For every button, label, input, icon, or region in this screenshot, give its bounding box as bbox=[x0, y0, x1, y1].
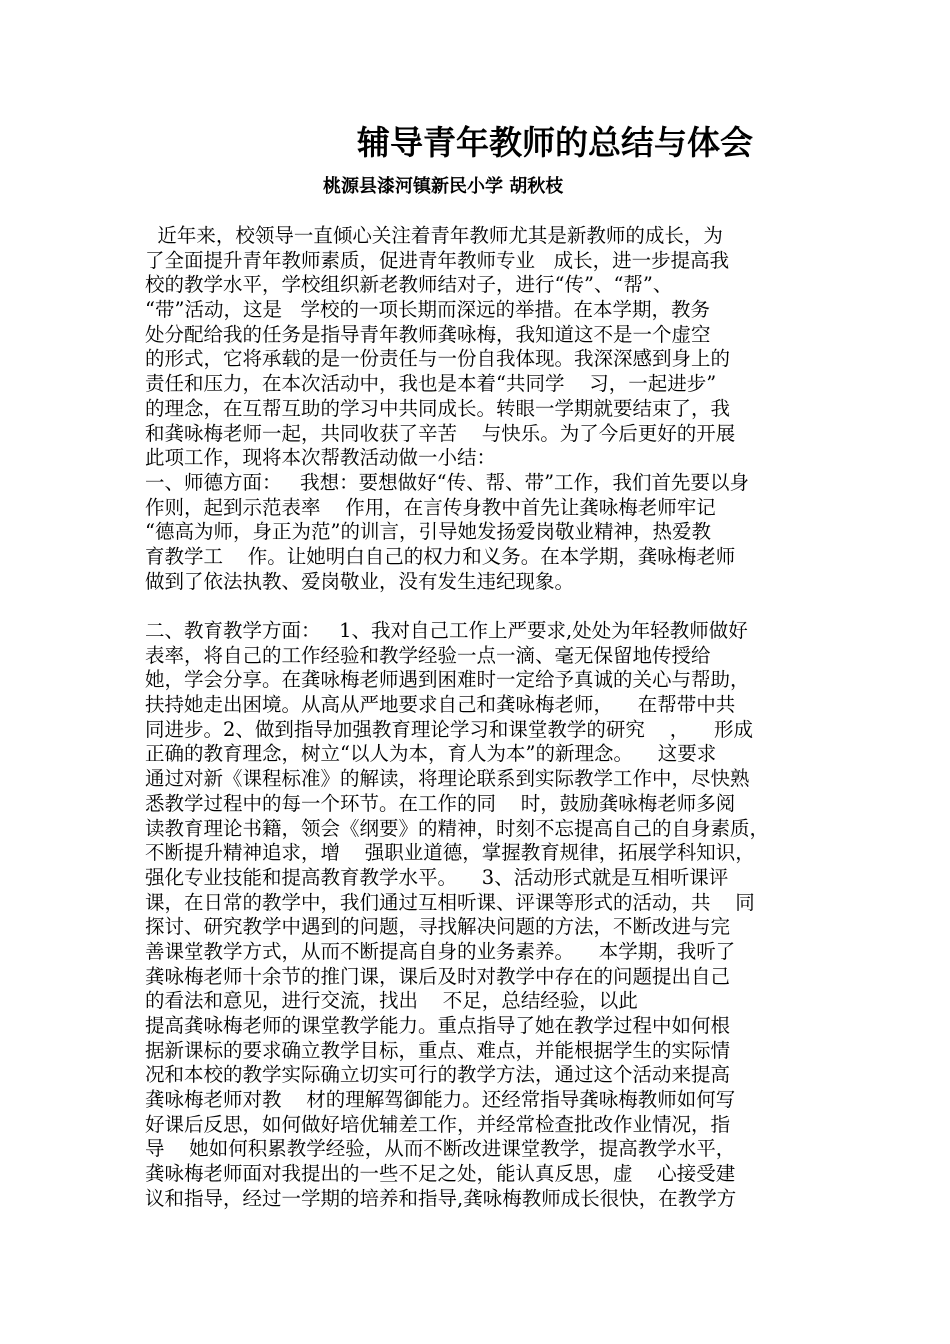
text-line: 责任和压力，在本次活动中，我也是本着“共同学 习，一起进步” bbox=[145, 372, 717, 396]
text-line: 同进步。2、做到指导加强教育理论学习和课堂教学的研究 ， 形成 bbox=[145, 717, 753, 741]
text-line: 读教育理论书籍，领会《纲要》的精神，时刻不忘提高自己的自身素质， bbox=[145, 816, 770, 840]
paragraph-gap bbox=[145, 594, 825, 619]
text-line: 好课后反思，如何做好培优辅差工作，并经常检查批改作业情况，指 bbox=[145, 1112, 731, 1136]
text-line: 议和指导，经过一学期的培养和指导,龚咏梅教师成长很快，在教学方 bbox=[145, 1186, 737, 1210]
text-line: 不断提升精神追求，增 强职业道德，掌握教育规律，拓展学科知识， bbox=[145, 841, 755, 865]
text-line: 的看法和意见，进行交流，找出 不足，总结经验，以此 bbox=[145, 989, 638, 1013]
text-line: 的理念，在互帮互助的学习中共同成长。转眼一学期就要结束了，我 bbox=[145, 396, 731, 420]
text-line: 提高龚咏梅老师的课堂教学能力。重点指导了她在教学过程中如何根 bbox=[145, 1014, 731, 1037]
text-line: 通过对新《课程标准》的解读，将理论联系到实际教学工作中，尽快熟 bbox=[145, 767, 750, 791]
text-line: 强化专业技能和提高教育教学水平。 3、活动形式就是互相听课评 bbox=[145, 865, 729, 889]
text-line: 龚咏梅老师十余节的推门课，课后及时对教学中存在的问题提出自己 bbox=[145, 964, 731, 988]
text-line: 此项工作，现将本次帮教活动做一小结： bbox=[145, 446, 497, 470]
text-line: 和龚咏梅老师一起，共同收获了辛苦 与快乐。为了今后更好的开展 bbox=[145, 421, 736, 445]
text-line: 善课堂教学方式，从而不断提高自身的业务素养。 本学期，我听了 bbox=[145, 939, 736, 963]
text-line: 探讨、研究教学中遇到的问题，寻找解决问题的方法，不断改进与完 bbox=[145, 915, 731, 939]
document-title: 辅导青年教师的总结与体会 bbox=[357, 123, 753, 162]
text-line: 扶持她走出困境。从高从严地要求自己和龚咏梅老师， 在帮带中共 bbox=[145, 693, 736, 717]
text-line: “带”活动，这是 学校的一项长期而深远的举措。在本学期，教务 bbox=[145, 298, 711, 322]
text-line: 悉教学过程中的每一个环节。在工作的同 时，鼓励龚咏梅老师多阅 bbox=[145, 791, 736, 815]
text-line: 近年来，校领导一直倾心关注着青年教师尤其是新教师的成长，为 bbox=[145, 224, 723, 247]
text-line: 龚咏梅老师面对我提出的一些不足之处，能认真反思，虚 心接受建 bbox=[145, 1162, 736, 1186]
text-line: “德高为师，身正为范”的训言，引导她发扬爱岗敬业精神，热爱教 bbox=[145, 520, 711, 544]
text-line: 课，在日常的教学中，我们通过互相听课、评课等形式的活动，共 同 bbox=[145, 890, 755, 914]
text-line: 处分配给我的任务是指导青年教师龚咏梅，我知道这不是一个虚空 bbox=[145, 322, 711, 346]
text-line: 况和本校的教学实际确立切实可行的教学方法，通过这个活动来提高 bbox=[145, 1063, 731, 1087]
text-line: 校的教学水平，学校组织新老教师结对子，进行“传”、“帮”、 bbox=[145, 273, 673, 297]
document-author: 桃源县漆河镇新民小学 胡秋枝 bbox=[323, 176, 564, 197]
text-line: 作则，起到示范表率 作用，在言传身教中首先让龚咏梅老师牢记 bbox=[145, 495, 716, 519]
text-line: 一、师德方面： 我想：要想做好“传、帮、带”工作，我们首先要以身 bbox=[145, 470, 750, 494]
text-line: 表率，将自己的工作经验和教学经验一点一滴、毫无保留地传授给 bbox=[145, 643, 711, 667]
text-line: 据新课标的要求确立教学目标，重点、难点，并能根据学生的实际情 bbox=[145, 1038, 731, 1062]
text-line: 二、教育教学方面： 1、我对自己工作上严要求,处处为年轻教师做好 bbox=[145, 619, 748, 642]
text-line: 她，学会分享。在龚咏梅老师遇到困难时一定给予真诚的关心与帮助， bbox=[145, 668, 750, 692]
text-line: 育教学工 作。让她明白自己的权力和义务。在本学期，龚咏梅老师 bbox=[145, 544, 736, 568]
document-body bbox=[145, 224, 825, 1212]
text-line: 导 她如何积累教学经验，从而不断改进课堂教学，提高教学水平， bbox=[145, 1137, 736, 1161]
text-line: 正确的教育理念，树立“以人为本，育人为本”的新理念。 这要求 bbox=[145, 742, 717, 766]
text-line: 龚咏梅老师对教 材的理解驾御能力。还经常指导龚咏梅教师如何写 bbox=[145, 1088, 736, 1112]
text-line: 的形式，它将承载的是一份责任与一份自我体现。我深深感到身上的 bbox=[145, 347, 731, 371]
text-line: 做到了依法执教、爱岗敬业，没有发生违纪现象。 bbox=[145, 569, 575, 593]
text-line: 了全面提升青年教师素质，促进青年教师专业 成长，进一步提高我 bbox=[145, 248, 730, 272]
